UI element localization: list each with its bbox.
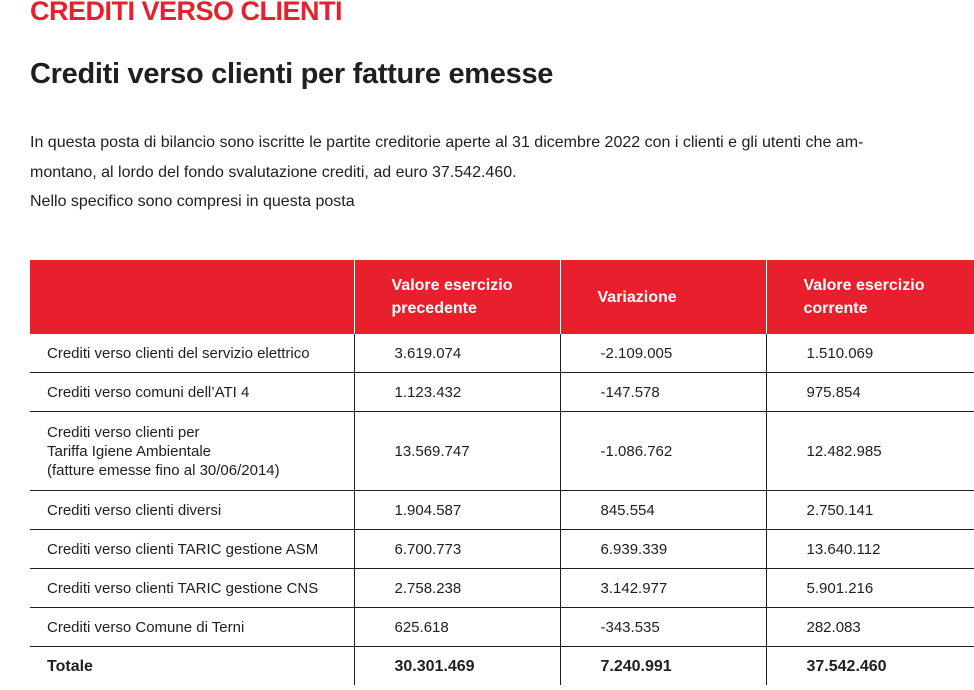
row-prev-value: 2.758.238	[354, 569, 560, 608]
page-title: Crediti verso clienti per fatture emesse	[30, 58, 554, 90]
header-curr-line-1: Valore esercizio	[803, 277, 925, 294]
row-curr-value: 975.854	[766, 373, 974, 412]
header-prev-line-2: precedente	[391, 300, 477, 317]
row-variation: -1.086.762	[560, 412, 766, 491]
header-prev-value	[354, 260, 560, 334]
table-row	[30, 608, 974, 647]
table-row	[30, 569, 974, 608]
total-curr-value: 37.542.460	[766, 647, 974, 686]
row-variation: -343.535	[560, 608, 766, 647]
row-label: Crediti verso comuni dell’ATI 4	[30, 373, 354, 412]
row-label: Crediti verso clienti diversi	[30, 491, 354, 530]
intro-line-3: Nello specifico sono compresi in questa posta	[30, 193, 355, 210]
row-variation: 6.939.339	[560, 530, 766, 569]
row-variation: -2.109.005	[560, 334, 766, 373]
row-label-line-2: Tariffa Igiene Ambientale	[47, 442, 211, 460]
row-curr-value: 13.640.112	[766, 530, 974, 569]
credits-table	[30, 260, 974, 685]
table-row	[30, 530, 974, 569]
section-title: CREDITI VERSO CLIENTI	[30, 0, 343, 26]
row-prev-value: 1.904.587	[354, 491, 560, 530]
row-prev-value: 6.700.773	[354, 530, 560, 569]
table-row	[30, 373, 974, 412]
row-curr-value: 12.482.985	[766, 412, 974, 491]
row-variation: -147.578	[560, 373, 766, 412]
total-prev-value: 30.301.469	[354, 647, 560, 686]
header-description	[30, 260, 354, 334]
row-curr-value: 282.083	[766, 608, 974, 647]
table-row	[30, 334, 974, 373]
intro-line-2: montano, al lordo del fondo svalutazione crediti, ad euro 37.542.460.	[30, 163, 517, 181]
header-curr-line-2: corrente	[803, 300, 868, 317]
total-label: Totale	[47, 657, 93, 675]
row-variation: 3.142.977	[560, 569, 766, 608]
header-prev-line-1: Valore esercizio	[391, 277, 513, 294]
header-curr-value	[766, 260, 974, 334]
row-curr-value: 1.510.069	[766, 334, 974, 373]
intro-paragraph	[30, 128, 970, 217]
row-prev-value: 3.619.074	[354, 334, 560, 373]
row-curr-value: 5.901.216	[766, 569, 974, 608]
credits-table-wrapper	[30, 260, 974, 685]
table-header-row	[30, 260, 974, 334]
row-curr-value: 2.750.141	[766, 491, 974, 530]
total-row	[30, 647, 974, 686]
row-prev-value: 1.123.432	[354, 373, 560, 412]
header-variation: Variazione	[560, 260, 766, 334]
row-label: Crediti verso Comune di Terni	[30, 608, 354, 647]
table-row	[30, 412, 974, 491]
row-label-line-1: Crediti verso clienti per	[47, 423, 200, 441]
row-prev-value: 13.569.747	[354, 412, 560, 491]
row-variation: 845.554	[560, 491, 766, 530]
row-label	[30, 412, 354, 491]
row-label: Crediti verso clienti TARIC gestione CNS	[30, 569, 354, 608]
table-row	[30, 491, 974, 530]
intro-line-1: In questa posta di bilancio sono iscritte le partite creditorie aperte al 31 dicembre 2022 con i clienti e gli utenti che am-	[30, 134, 864, 151]
row-label: Crediti verso clienti del servizio elettrico	[30, 334, 354, 373]
row-label: Crediti verso clienti TARIC gestione ASM	[30, 530, 354, 569]
total-variation: 7.240.991	[560, 647, 766, 686]
row-label-line-3: (fatture emesse fino al 30/06/2014)	[47, 461, 280, 479]
row-prev-value: 625.618	[354, 608, 560, 647]
